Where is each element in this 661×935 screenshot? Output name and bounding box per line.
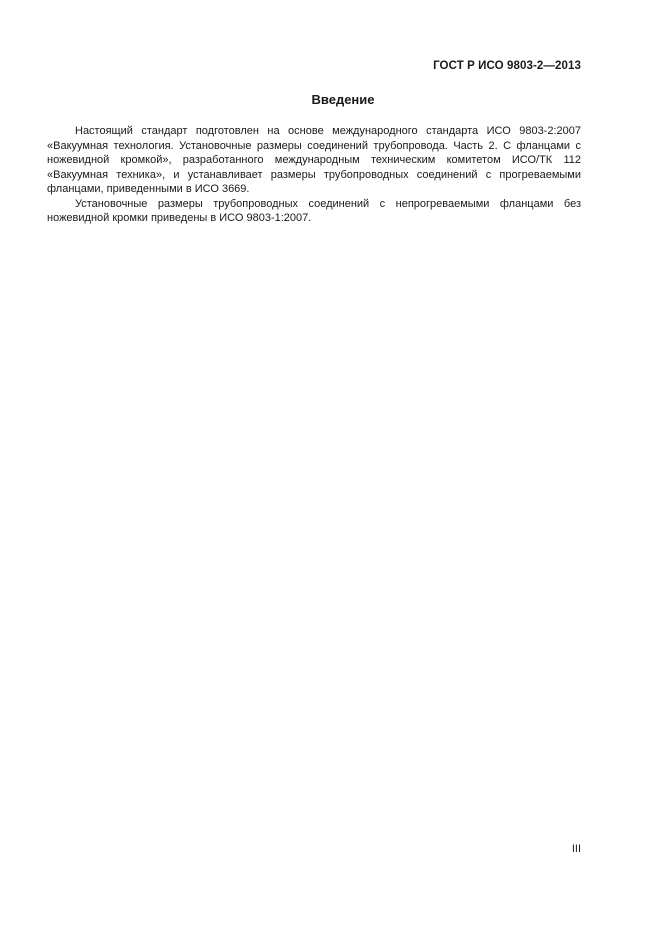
paragraph-2: Установочные размеры трубопроводных соединений с непрогреваемыми фланцами без ножевидной кромки приведены в ИСО 9803-1:2007. [47, 197, 581, 224]
page-number: III [571, 843, 581, 855]
body-text [47, 124, 581, 226]
paragraph-1: Настоящий стандарт подготовлен на основе международного стандарта ИСО 9803-2:2007 «Вакуумная технология. Установочные размеры соединений трубопровода. Часть 2. С фланцами с ножевидной кромкой», разработанного международным техническим комитетом ИСО/ТК 112 «Вакуумная техника», и устанавливает размеры трубопроводных соединений с прогреваемыми фланцами, приведенными в ИСО 3669. [47, 125, 581, 195]
section-title: Введение [311, 92, 375, 107]
document-code-header: ГОСТ Р ИСО 9803-2—2013 [433, 60, 581, 72]
